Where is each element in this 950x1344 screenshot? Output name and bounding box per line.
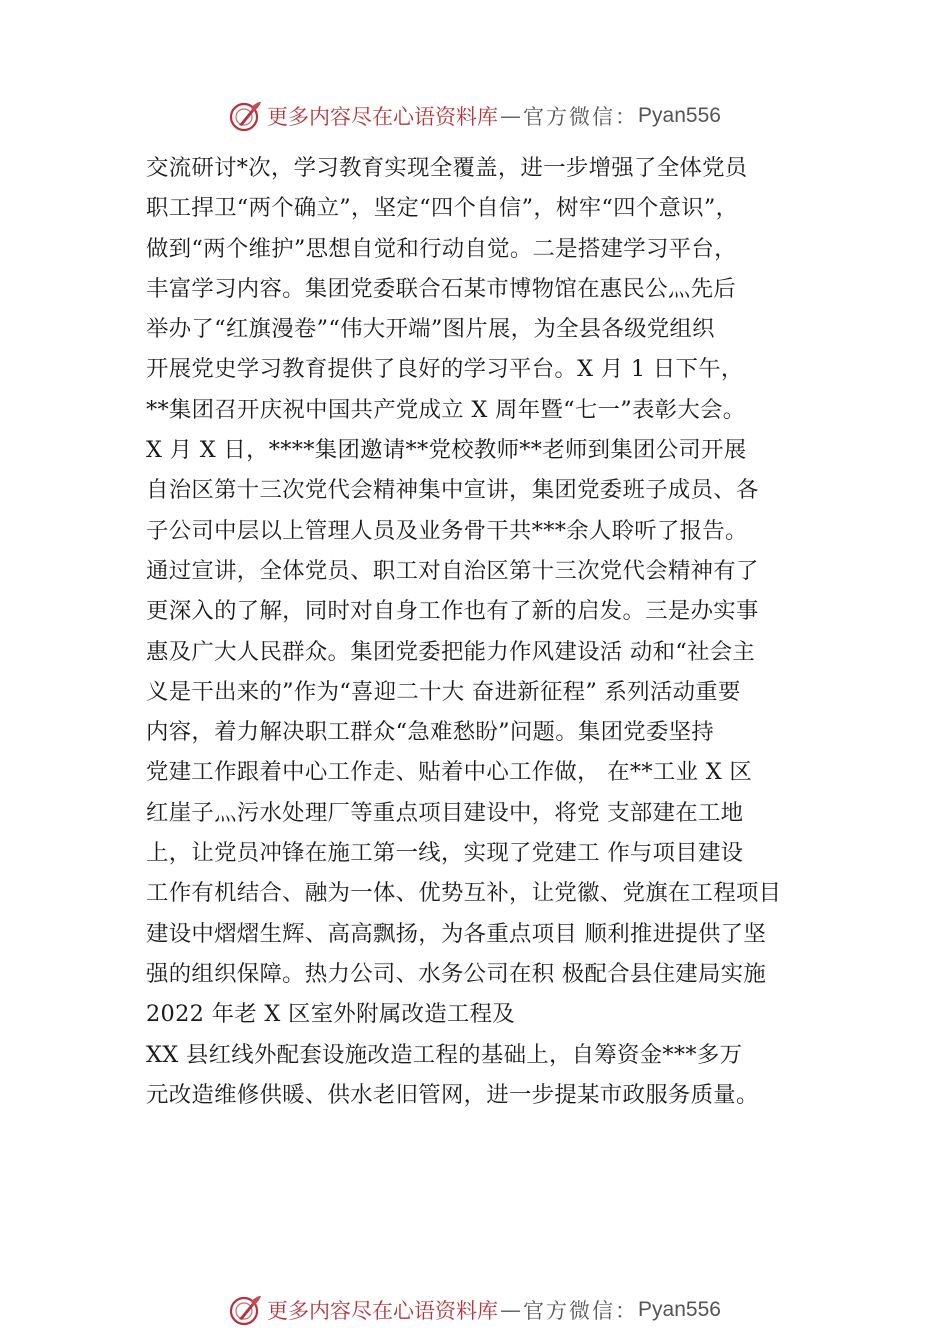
- document-line: 上，让党员冲锋在施工第一线，实现了党建工 作与项目建设: [146, 840, 744, 867]
- document-line: 元改造维修供暖、供水老旧管网，进一步提某市政服务质量。: [146, 1081, 759, 1108]
- document-line: 丰富学习内容。集团党委联合石某市博物馆在惠民公⺣先后: [146, 275, 736, 302]
- document-line: 红崖子⺣污水处理厂等重点项目建设中，将党 支部建在工地: [146, 799, 744, 826]
- document-line: 交流研讨*次，学习教育实现全覆盖，进一步增强了全体党员: [146, 155, 748, 181]
- document-line: XX 县红线外配套设施改造工程的基础上，自筹资金***多万: [146, 1041, 743, 1068]
- document-line: 义是干出来的”作为“喜迎二十大 奋进新征程” 系列活动重要: [146, 678, 741, 705]
- header-brand-text: 更多内容尽在心语资料库: [267, 105, 499, 129]
- document-line: 通过宣讲，全体党员、职工对自治区第十三次党代会精神有了: [146, 557, 759, 584]
- footer-wechat-label: 官方微信：: [523, 1299, 639, 1323]
- document-line: 工作有机结合、融为一体、优势互补，让党徽、党旗在工程项目: [146, 880, 782, 907]
- document-body: [146, 148, 846, 1115]
- document-line: 职工捍卫“两个确立”，坚定“四个自信”，树牢“四个意识”，: [146, 195, 739, 222]
- header-watermark-banner: [0, 96, 950, 136]
- document-line: 内容，着力解决职工群众“急难愁盼”问题。集团党委坚持: [146, 719, 715, 746]
- footer-brand-text: 更多内容尽在心语资料库: [267, 1299, 499, 1323]
- document-line: 开展党史学习教育提供了良好的学习平台。X 月 1 日下午，: [146, 356, 744, 383]
- header-wechat-id: Pyan556: [638, 104, 721, 127]
- header-separator: —: [500, 104, 522, 128]
- document-line: 做到“两个维护”思想自觉和行动自觉。二是搭建学习平台，: [146, 235, 737, 262]
- document-line: 党建工作跟着中心工作走、贴着中心工作做， 在**工业 X 区: [146, 759, 753, 786]
- footer-watermark-banner: [0, 1290, 950, 1330]
- footer-separator: —: [500, 1298, 522, 1322]
- document-line: 强的组织保障。热力公司、水务公司在积 极配合县住建局实施: [146, 960, 767, 987]
- document-line: **集团召开庆祝中国共产党成立 X 周年暨“七一”表彰大会。: [146, 396, 746, 423]
- header-wechat-label: 官方微信：: [523, 105, 639, 129]
- document-line: 自治区第十三次党代会精神集中宣讲，集团党委班子成员、各: [146, 477, 759, 504]
- document-line: X 月 X 日，****集团邀请**党校教师**老师到集团公司开展: [146, 437, 747, 464]
- quill-seal-icon: [229, 99, 263, 133]
- document-line: 2022 年老 X 区室外附属改造工程及: [146, 1001, 515, 1028]
- document-line: 子公司中层以上管理人员及业务骨干共***余人聆听了报告。: [146, 517, 748, 544]
- document-line: 建设中熠熠生辉、高高飘扬，为各重点项目 顺利推进提供了坚: [146, 920, 767, 947]
- document-line: 惠及广大人民群众。集团党委把能力作风建设活 动和“社会主: [146, 638, 756, 665]
- document-line: 更深入的了解，同时对自身工作也有了新的启发。三是办实事: [146, 598, 759, 625]
- footer-wechat-id: Pyan556: [638, 1298, 721, 1321]
- document-line: 举办了“红旗漫卷”“伟大开端”图片展，为全县各级党组织: [146, 316, 715, 343]
- quill-seal-icon: [229, 1293, 263, 1327]
